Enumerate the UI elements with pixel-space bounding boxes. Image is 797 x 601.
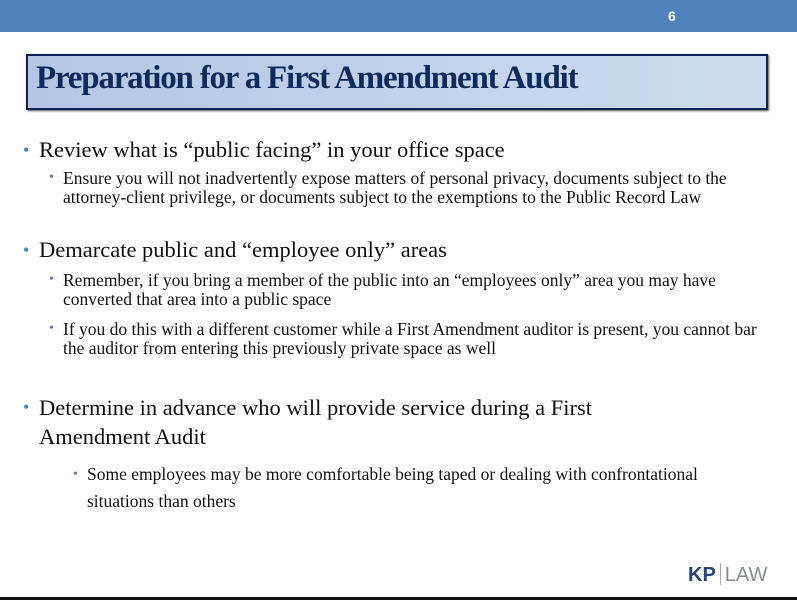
- bullet-text: Review what is “public facing” in your office space: [39, 137, 505, 162]
- bullet-text: Determine in advance who will provide service during a First Amendment Audit: [39, 395, 592, 449]
- logo-kp: KP: [688, 564, 716, 586]
- sub-bullet-1-1: [49, 168, 763, 207]
- sub-bullet-2-2: [49, 319, 763, 358]
- bullet-icon: •: [49, 272, 54, 287]
- page-number: 6: [668, 8, 676, 24]
- bullet-text: Demarcate public and “employee only” areas: [39, 237, 447, 262]
- bullet-text: If you do this with a different customer while a First Amendment auditor is present, you cannot bar the auditor from entering this previously private space as well: [63, 319, 757, 358]
- sub-bullet-2-1: [49, 270, 763, 309]
- bullet-icon: •: [49, 170, 54, 185]
- title-box: [26, 54, 768, 110]
- bottom-rule: [0, 597, 797, 600]
- sub-bullet-3-1: [73, 461, 727, 515]
- bullet-icon: •: [23, 240, 30, 260]
- logo-divider: [720, 563, 721, 585]
- bullet-1: [23, 137, 759, 163]
- bullet-icon: •: [23, 140, 30, 160]
- logo-law: LAW: [724, 564, 768, 586]
- header-bar: [0, 0, 797, 32]
- bullet-icon: •: [73, 467, 78, 482]
- bullet-2: [23, 237, 759, 263]
- bullet-icon: •: [49, 321, 54, 336]
- bullet-icon: •: [23, 397, 30, 417]
- bullet-3: [23, 393, 699, 451]
- bullet-text: Some employees may be more comfortable being taped or dealing with confrontational situations than others: [87, 464, 698, 511]
- bullet-text: Ensure you will not inadvertently expose matters of personal privacy, documents subject to the attorney-client privilege, or documents subject to the exemptions to the Public Record Law: [63, 168, 727, 207]
- kp-law-logo: [688, 563, 767, 587]
- slide-title: Preparation for a First Amendment Audit: [36, 60, 578, 96]
- bullet-text: Remember, if you bring a member of the public into an “employees only” area you may have converted that area into a public space: [63, 270, 716, 309]
